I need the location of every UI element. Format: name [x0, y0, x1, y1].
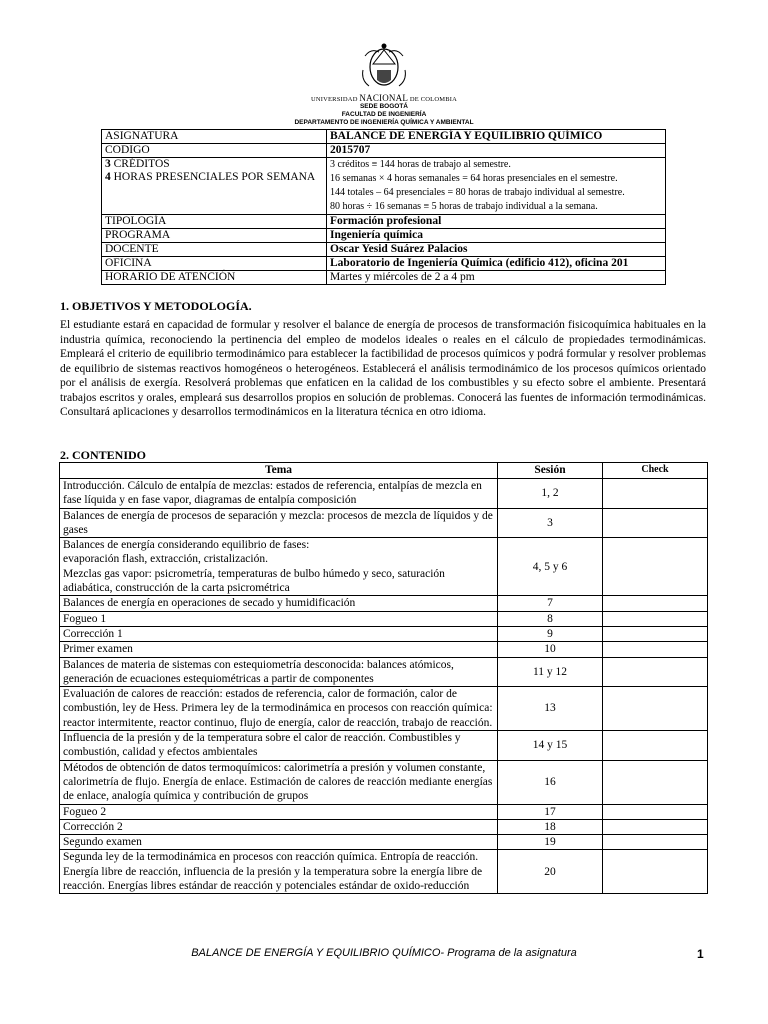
tipologia-value: Formación profesional [327, 215, 666, 229]
programa-value: Ingeniería química [327, 229, 666, 243]
info-row-programa [102, 229, 666, 243]
page-number: 1 [697, 947, 704, 961]
asignatura-value: BALANCE DE ENERGÍA Y EQUILIBRIO QUÍMICO [327, 130, 666, 144]
creditos-horas-label: 3 CRÉDITOS 4 HORAS PRESENCIALES POR SEMANA [102, 158, 327, 215]
oficina-value: Laboratorio de Ingeniería Química (edificio 412), oficina 201 [327, 257, 666, 271]
tema-cell: Corrección 1 [60, 626, 498, 641]
content-row [60, 611, 708, 626]
tipologia-label: TIPOLOGÍA [102, 215, 327, 229]
tema-cell: Fogueo 2 [60, 804, 498, 819]
check-cell[interactable] [603, 508, 708, 538]
docente-label: DOCENTE [102, 243, 327, 257]
content-row [60, 479, 708, 509]
sesion-header: Sesión [498, 463, 603, 479]
content-table [59, 462, 708, 894]
horario-label: HORARIO DE ATENCIÓN [102, 271, 327, 285]
sesion-cell: 14 y 15 [498, 731, 603, 761]
info-row-tipologia [102, 215, 666, 229]
content-row [60, 657, 708, 687]
info-row-creditos [102, 158, 666, 215]
tema-cell: Evaluación de calores de reacción: estados de referencia, calor de formación, calor de combustión, ley de Hess. Primera ley de la termodinámica en procesos con reacción química: reactor intermitente, reactor continuo, flujo de energía, calor de reacción, trabajo de reacción. [60, 687, 498, 731]
codigo-label: CODIGO [102, 144, 327, 158]
asignatura-label: ASIGNATURA [102, 130, 327, 144]
tema-cell: Segunda ley de la termodinámica en procesos con reacción química. Entropía de reacción. Energía libre de reacción, influencia de la presión y la temperatura sobre la energía libre de reacción. Energías libres estándar de reacción y potenciales estándar de oxido-reducción [60, 850, 498, 894]
tema-cell: Balances de materia de sistemas con estequiometría desconocida: balances atómicos, generación de ecuaciones estequiométricas a partir de componentes [60, 657, 498, 687]
check-cell[interactable] [603, 538, 708, 596]
check-header: Check [603, 463, 708, 479]
check-cell[interactable] [603, 596, 708, 611]
tema-cell: Influencia de la presión y de la temperatura sobre el calor de reacción. Combustibles y combustión, calidad y efectos ambientales [60, 731, 498, 761]
check-cell[interactable] [603, 642, 708, 657]
codigo-value: 2015707 [327, 144, 666, 158]
content-row [60, 835, 708, 850]
info-row-horario [102, 271, 666, 285]
sesion-cell: 4, 5 y 6 [498, 538, 603, 596]
check-cell[interactable] [603, 819, 708, 834]
info-row-oficina [102, 257, 666, 271]
sesion-cell: 3 [498, 508, 603, 538]
university-name: UNIVERSIDAD NACIONAL DE COLOMBIA [310, 93, 458, 103]
check-cell[interactable] [603, 657, 708, 687]
content-row [60, 687, 708, 731]
sesion-cell: 20 [498, 850, 603, 894]
tema-cell: Fogueo 1 [60, 611, 498, 626]
tema-cell: Balances de energía considerando equilibrio de fases: evaporación flash, extracción, cristalización. Mezclas gas vapor: psicrometría, temperaturas de bulbo húmedo y seco, saturación adiabática, construcción de la carta psicrométrica [60, 538, 498, 596]
creditos-horas-value: 3 créditos ≡ 144 horas de trabajo al semestre. 16 semanas × 4 horas semanales = 64 horas presenciales en el semestre. 144 totales – 64 presenciales = 80 horas de trabajo individual al semestre. 80 horas ÷ 16 semanas ≡ 5 horas de trabajo individual a la semana. [327, 158, 666, 215]
content-row [60, 760, 708, 804]
docente-value: Oscar Yesid Suárez Palacios [327, 243, 666, 257]
tema-cell: Segundo examen [60, 835, 498, 850]
section-1-body: El estudiante estará en capacidad de formular y resolver el balance de energía de procesos de transformación fisicoquímica habituales en la industria química, reconociendo la pertinencia del empleo de modelos ideales o reales en el cálculo de propiedades termodinámicas. Empleará el criterio de equilibrio termodinámico para establecer la factibilidad de procesos químicos y podrá formular y resolver problemas de equilibrio de sistemas reactivos homogéneos o heterogéneos. Establecerá el análisis termodinámico de los procesos químicos orientado por el análisis de exergía. Resolverá problemas que enfaticen en la calidad de los combustibles y su efecto sobre el ambiente. Presentará trabajos escritos y orales, empleará sus desarrollos propios en solución de problemas. Conocerá las fuentes de información termodinámicas. Consultará aplicaciones y desarrollos termodinámicos en la literatura técnica en otro idioma. [60, 319, 706, 418]
check-cell[interactable] [603, 760, 708, 804]
content-row [60, 538, 708, 596]
sesion-cell: 17 [498, 804, 603, 819]
sesion-cell: 16 [498, 760, 603, 804]
check-cell[interactable] [603, 804, 708, 819]
footer-title: BALANCE DE ENERGÍA Y EQUILIBRIO QUÍMICO- Programa de la asignatura [191, 947, 577, 959]
course-info-table [101, 129, 666, 285]
content-row [60, 642, 708, 657]
check-cell[interactable] [603, 687, 708, 731]
check-cell[interactable] [603, 611, 708, 626]
check-cell[interactable] [603, 626, 708, 641]
section-1-title: 1. OBJETIVOS Y METODOLOGÍA. [60, 299, 252, 313]
sesion-cell: 9 [498, 626, 603, 641]
info-row-asignatura [102, 130, 666, 144]
content-row [60, 508, 708, 538]
sesion-cell: 19 [498, 835, 603, 850]
oficina-label: OFICINA [102, 257, 327, 271]
check-cell[interactable] [603, 731, 708, 761]
sesion-cell: 11 y 12 [498, 657, 603, 687]
content-header-row [60, 463, 708, 479]
tema-cell: Introducción. Cálculo de entalpía de mezclas: estados de referencia, entalpías de mezcla en fase líquida y en fase vapor, diagramas de entalpía composición [60, 479, 498, 509]
content-row [60, 804, 708, 819]
sesion-cell: 7 [498, 596, 603, 611]
tema-cell: Balances de energía en operaciones de secado y humidificación [60, 596, 498, 611]
tema-cell: Métodos de obtención de datos termoquímicos: calorimetría a presión y volumen constante, calorimetría de flujo. Energía de enlace. Estimación de calores de reacción mediante energías de enlace, analogía química y contribución de grupos [60, 760, 498, 804]
info-row-codigo [102, 144, 666, 158]
info-row-docente [102, 243, 666, 257]
content-row [60, 819, 708, 834]
university-seal-icon [359, 40, 409, 92]
tema-header: Tema [60, 463, 498, 479]
check-cell[interactable] [603, 835, 708, 850]
sesion-cell: 13 [498, 687, 603, 731]
sesion-cell: 10 [498, 642, 603, 657]
programa-label: PROGRAMA [102, 229, 327, 243]
section-2-title: 2. CONTENIDO [60, 448, 147, 462]
content-row [60, 596, 708, 611]
departamento-line: DEPARTAMENTO DE INGENIERÍA QUÍMICA Y AMBIENTAL [294, 119, 474, 126]
tema-cell: Corrección 2 [60, 819, 498, 834]
horario-value: Martes y miércoles de 2 a 4 pm [327, 271, 666, 285]
sesion-cell: 8 [498, 611, 603, 626]
sesion-cell: 1, 2 [498, 479, 603, 509]
tema-cell: Balances de energía de procesos de separación y mezcla: procesos de mezcla de líquidos y de gases [60, 508, 498, 538]
content-row [60, 731, 708, 761]
tema-cell: Primer examen [60, 642, 498, 657]
check-cell[interactable] [603, 850, 708, 894]
document-header [0, 40, 768, 127]
facultad-line: FACULTAD DE INGENIERÍA [341, 111, 427, 118]
check-cell[interactable] [603, 479, 708, 509]
sesion-cell: 18 [498, 819, 603, 834]
content-row [60, 626, 708, 641]
sede-line: SEDE BOGOTÁ [359, 103, 409, 110]
content-row [60, 850, 708, 894]
